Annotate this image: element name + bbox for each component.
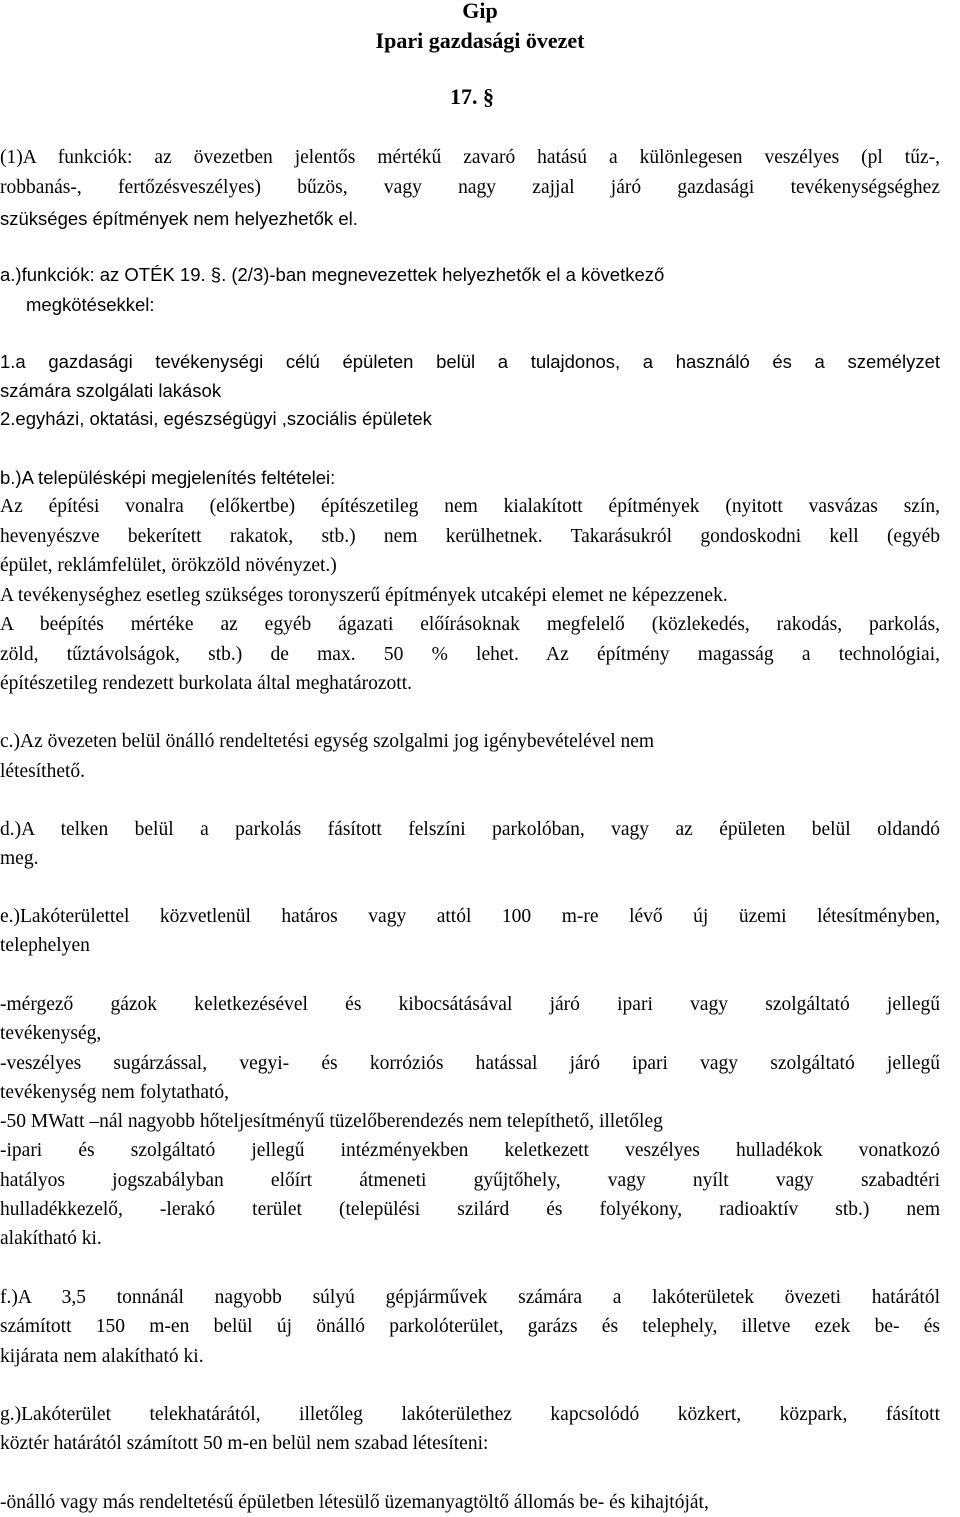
text-line: szükséges építmények nem helyezhetők el. — [0, 208, 358, 229]
text-line: e.)Lakóterülettel közvetlenül határos vagy attól 100 m-re lévő új üzemi létesítményben, — [0, 906, 940, 927]
text-line: (1)A funkciók: az övezetben jelentős mértékű zavaró hatású a különlegesen veszélyes (pl tűz-, — [0, 147, 940, 168]
zone-title-heading: Ipari gazdasági övezet — [375, 28, 585, 53]
text-line: köztér határától számított 50 m-en belül nem szabad létesíteni: — [0, 1433, 489, 1454]
text-line: -50 MWatt –nál nagyobb hőteljesítményű tüzelőberendezés nem telepíthető, illetőleg — [0, 1111, 663, 1132]
text-line: számított 150 m-en belül új önálló parkolóterület, garázs és telephely, illetve ezek be- és — [0, 1316, 940, 1337]
text-line: b.)A településképi megjelenítés feltételei: — [0, 467, 336, 488]
text-line: Az építési vonalra (előkertbe) építészetileg nem kialakított építmények (nyitott vasvázas szín, — [0, 496, 940, 517]
text-line: hulladékkezelő, -lerakó terület (települési szilárd és folyékony, radioaktív stb.) nem — [0, 1199, 940, 1220]
text-line: a.)funkciók: az OTÉK 19. §. (2/3)-ban megnevezettek helyezhetők el a következő — [0, 264, 665, 285]
text-line: -ipari és szolgáltató jellegű intézményekben keletkezett veszélyes hulladékok vonatkozó — [0, 1140, 940, 1161]
text-line: kijárata nem alakítható ki. — [0, 1346, 204, 1367]
text-line: 1.a gazdasági tevékenységi célú épületen belül a tulajdonos, a használó és a személyzet — [0, 351, 940, 372]
text-line: A beépítés mértéke az egyéb ágazati előírásoknak megfelelő (közlekedés, rakodás, parkolás, — [0, 614, 940, 635]
text-line: megkötésekkel: — [26, 294, 155, 315]
text-line: d.)A telken belül a parkolás fásított felszíni parkolóban, vagy az épületen belül oldandó — [0, 819, 940, 840]
section-number: 17. § — [450, 84, 494, 109]
text-line: építészetileg rendezett burkolata által meghatározott. — [0, 673, 413, 694]
text-line: hevenyészve bekerített rakatok, stb.) nem kerülhetnek. Takarásukról gondoskodni kell (egyéb — [0, 526, 940, 547]
text-line: zöld, tűztávolságok, stb.) de max. 50 % lehet. Az építmény magasság a technológiai, — [0, 644, 940, 665]
text-line: A tevékenységhez esetleg szükséges toronyszerű építmények utcaképi elemet ne képezzenek. — [0, 585, 728, 606]
text-line: létesíthető. — [0, 761, 86, 782]
text-line: hatályos jogszabályban előírt átmeneti gyűjtőhely, vagy nyílt vagy szabadtéri — [0, 1170, 940, 1191]
text-line: tevékenység, — [0, 1023, 102, 1044]
text-line: tevékenység nem folytatható, — [0, 1082, 230, 1103]
text-line: számára szolgálati lakások — [0, 380, 222, 401]
text-line: épület, reklámfelület, örökzöld növényzet.) — [0, 555, 337, 576]
text-line: alakítható ki. — [0, 1228, 102, 1249]
text-line: -veszélyes sugárzással, vegyi- és korróziós hatással járó ipari vagy szolgáltató jellegű — [0, 1053, 940, 1074]
zone-code-heading: Gip — [462, 0, 498, 23]
text-line: -mérgező gázok keletkezésével és kibocsátásával járó ipari vagy szolgáltató jellegű — [0, 994, 940, 1015]
text-line: g.)Lakóterület telekhatárától, illetőleg lakóterülethez kapcsolódó közkert, közpark, fásított — [0, 1404, 940, 1425]
text-line: robbanás-, fertőzésveszélyes) bűzös, vagy nagy zajjal járó gazdasági tevékenységséghez — [0, 177, 940, 198]
text-line: c.)Az övezeten belül önálló rendeltetési egység szolgalmi jog igénybevételével nem — [0, 731, 655, 752]
text-line: 2.egyházi, oktatási, egészségügyi ,szociális épületek — [0, 408, 432, 429]
text-line: f.)A 3,5 tonnánál nagyobb súlyú gépjárművek számára a lakóterületek övezeti határától — [0, 1287, 940, 1308]
text-line: -önálló vagy más rendeltetésű épületben létesülő üzemanyagtöltő állomás be- és kihajtóját, — [0, 1492, 709, 1513]
text-line: telephelyen — [0, 935, 90, 956]
text-line: meg. — [0, 848, 39, 869]
